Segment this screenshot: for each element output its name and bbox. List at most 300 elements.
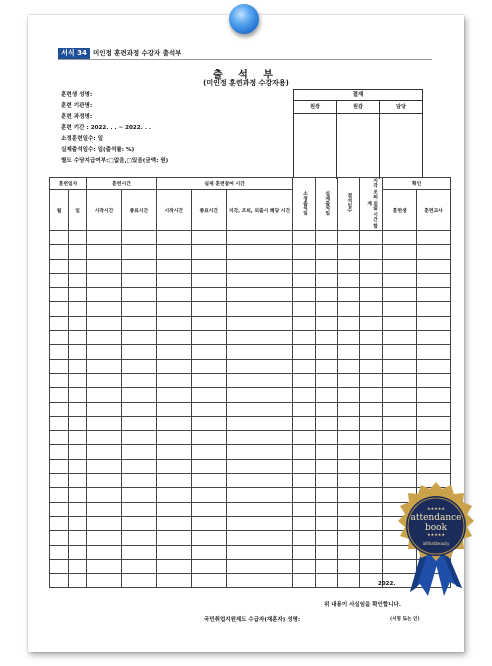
table-cell[interactable] <box>87 302 122 316</box>
table-cell[interactable] <box>293 502 315 516</box>
table-cell[interactable] <box>417 331 451 345</box>
table-cell[interactable] <box>359 516 382 530</box>
table-cell[interactable] <box>69 402 87 416</box>
table-cell[interactable] <box>156 559 191 573</box>
table-cell[interactable] <box>359 488 382 502</box>
table-cell[interactable] <box>69 445 87 459</box>
table-cell[interactable] <box>293 245 315 259</box>
table-cell[interactable] <box>337 445 359 459</box>
table-cell[interactable] <box>417 416 451 430</box>
table-cell[interactable] <box>337 316 359 330</box>
table-cell[interactable] <box>87 316 122 330</box>
table-cell[interactable] <box>359 559 382 573</box>
table-cell[interactable] <box>293 516 315 530</box>
table-cell[interactable] <box>359 502 382 516</box>
table-cell[interactable] <box>87 516 122 530</box>
table-cell[interactable] <box>226 445 293 459</box>
table-cell[interactable] <box>383 316 417 330</box>
table-cell[interactable] <box>156 231 191 245</box>
table-cell[interactable] <box>156 373 191 387</box>
table-cell[interactable] <box>315 402 337 416</box>
table-cell[interactable] <box>69 459 87 473</box>
table-cell[interactable] <box>191 431 226 445</box>
table-cell[interactable] <box>191 273 226 287</box>
table-cell[interactable] <box>293 273 315 287</box>
table-cell[interactable] <box>69 545 87 559</box>
table-cell[interactable] <box>156 545 191 559</box>
table-cell[interactable] <box>156 474 191 488</box>
table-cell[interactable] <box>50 531 69 545</box>
table-cell[interactable] <box>293 416 315 430</box>
table-cell[interactable] <box>50 359 69 373</box>
table-cell[interactable] <box>156 316 191 330</box>
table-cell[interactable] <box>156 359 191 373</box>
table-cell[interactable] <box>69 245 87 259</box>
table-cell[interactable] <box>417 373 451 387</box>
table-cell[interactable] <box>191 488 226 502</box>
table-cell[interactable] <box>417 302 451 316</box>
table-cell[interactable] <box>417 445 451 459</box>
table-cell[interactable] <box>121 373 156 387</box>
table-cell[interactable] <box>417 431 451 445</box>
table-cell[interactable] <box>191 345 226 359</box>
table-cell[interactable] <box>417 359 451 373</box>
table-cell[interactable] <box>69 302 87 316</box>
table-cell[interactable] <box>337 574 359 588</box>
table-cell[interactable] <box>226 273 293 287</box>
table-cell[interactable] <box>50 474 69 488</box>
table-cell[interactable] <box>417 316 451 330</box>
table-cell[interactable] <box>293 545 315 559</box>
table-cell[interactable] <box>315 302 337 316</box>
table-cell[interactable] <box>191 402 226 416</box>
table-cell[interactable] <box>226 416 293 430</box>
table-cell[interactable] <box>226 574 293 588</box>
table-cell[interactable] <box>156 259 191 273</box>
table-cell[interactable] <box>359 459 382 473</box>
table-cell[interactable] <box>191 531 226 545</box>
table-cell[interactable] <box>191 388 226 402</box>
table-cell[interactable] <box>87 459 122 473</box>
table-cell[interactable] <box>359 373 382 387</box>
table-cell[interactable] <box>359 345 382 359</box>
table-cell[interactable] <box>315 431 337 445</box>
table-cell[interactable] <box>191 416 226 430</box>
table-cell[interactable] <box>87 545 122 559</box>
table-cell[interactable] <box>69 231 87 245</box>
table-cell[interactable] <box>417 259 451 273</box>
table-cell[interactable] <box>315 388 337 402</box>
table-cell[interactable] <box>293 559 315 573</box>
table-cell[interactable] <box>293 316 315 330</box>
table-cell[interactable] <box>156 431 191 445</box>
table-cell[interactable] <box>87 388 122 402</box>
table-cell[interactable] <box>337 516 359 530</box>
table-cell[interactable] <box>383 231 417 245</box>
table-cell[interactable] <box>191 245 226 259</box>
table-cell[interactable] <box>191 316 226 330</box>
table-cell[interactable] <box>315 331 337 345</box>
table-cell[interactable] <box>315 273 337 287</box>
table-cell[interactable] <box>69 288 87 302</box>
table-cell[interactable] <box>315 359 337 373</box>
table-cell[interactable] <box>383 459 417 473</box>
table-cell[interactable] <box>359 331 382 345</box>
table-cell[interactable] <box>315 345 337 359</box>
table-cell[interactable] <box>121 545 156 559</box>
table-cell[interactable] <box>293 402 315 416</box>
table-cell[interactable] <box>337 431 359 445</box>
table-cell[interactable] <box>69 502 87 516</box>
table-cell[interactable] <box>226 459 293 473</box>
table-cell[interactable] <box>359 388 382 402</box>
table-cell[interactable] <box>383 288 417 302</box>
table-cell[interactable] <box>69 316 87 330</box>
table-cell[interactable] <box>359 545 382 559</box>
table-cell[interactable] <box>69 273 87 287</box>
table-cell[interactable] <box>156 288 191 302</box>
table-cell[interactable] <box>69 531 87 545</box>
table-cell[interactable] <box>337 373 359 387</box>
table-cell[interactable] <box>293 373 315 387</box>
table-cell[interactable] <box>337 288 359 302</box>
table-cell[interactable] <box>50 373 69 387</box>
table-cell[interactable] <box>383 273 417 287</box>
table-cell[interactable] <box>337 416 359 430</box>
table-cell[interactable] <box>315 531 337 545</box>
table-cell[interactable] <box>191 559 226 573</box>
table-cell[interactable] <box>359 288 382 302</box>
table-cell[interactable] <box>315 288 337 302</box>
table-cell[interactable] <box>87 416 122 430</box>
table-cell[interactable] <box>226 545 293 559</box>
table-cell[interactable] <box>337 559 359 573</box>
table-cell[interactable] <box>87 502 122 516</box>
table-cell[interactable] <box>337 402 359 416</box>
table-cell[interactable] <box>315 502 337 516</box>
table-cell[interactable] <box>87 331 122 345</box>
table-cell[interactable] <box>315 445 337 459</box>
table-cell[interactable] <box>87 488 122 502</box>
table-cell[interactable] <box>293 431 315 445</box>
table-cell[interactable] <box>50 402 69 416</box>
table-cell[interactable] <box>293 474 315 488</box>
table-cell[interactable] <box>87 559 122 573</box>
table-cell[interactable] <box>156 388 191 402</box>
table-cell[interactable] <box>337 502 359 516</box>
table-cell[interactable] <box>226 302 293 316</box>
table-cell[interactable] <box>383 259 417 273</box>
table-cell[interactable] <box>337 488 359 502</box>
approval-sign-cell[interactable] <box>337 114 380 179</box>
table-cell[interactable] <box>315 559 337 573</box>
table-cell[interactable] <box>359 316 382 330</box>
table-cell[interactable] <box>293 445 315 459</box>
table-cell[interactable] <box>417 459 451 473</box>
table-cell[interactable] <box>359 245 382 259</box>
table-cell[interactable] <box>359 445 382 459</box>
table-cell[interactable] <box>359 259 382 273</box>
table-cell[interactable] <box>50 245 69 259</box>
table-cell[interactable] <box>121 388 156 402</box>
table-cell[interactable] <box>359 302 382 316</box>
table-cell[interactable] <box>191 574 226 588</box>
table-cell[interactable] <box>417 345 451 359</box>
table-cell[interactable] <box>417 231 451 245</box>
table-cell[interactable] <box>226 259 293 273</box>
table-cell[interactable] <box>383 416 417 430</box>
table-cell[interactable] <box>50 316 69 330</box>
table-cell[interactable] <box>121 316 156 330</box>
table-cell[interactable] <box>359 416 382 430</box>
table-cell[interactable] <box>383 331 417 345</box>
table-cell[interactable] <box>121 574 156 588</box>
table-cell[interactable] <box>315 516 337 530</box>
table-cell[interactable] <box>315 459 337 473</box>
table-cell[interactable] <box>383 373 417 387</box>
table-cell[interactable] <box>156 502 191 516</box>
table-cell[interactable] <box>69 488 87 502</box>
table-cell[interactable] <box>191 359 226 373</box>
table-cell[interactable] <box>383 302 417 316</box>
table-cell[interactable] <box>337 388 359 402</box>
table-cell[interactable] <box>293 459 315 473</box>
table-cell[interactable] <box>383 431 417 445</box>
table-cell[interactable] <box>417 402 451 416</box>
table-cell[interactable] <box>50 331 69 345</box>
table-cell[interactable] <box>315 245 337 259</box>
table-cell[interactable] <box>191 373 226 387</box>
table-cell[interactable] <box>293 302 315 316</box>
table-cell[interactable] <box>69 345 87 359</box>
table-cell[interactable] <box>50 545 69 559</box>
approval-sign-cell[interactable] <box>294 114 337 179</box>
table-cell[interactable] <box>315 259 337 273</box>
table-cell[interactable] <box>337 331 359 345</box>
table-cell[interactable] <box>226 373 293 387</box>
table-cell[interactable] <box>69 373 87 387</box>
table-cell[interactable] <box>226 531 293 545</box>
table-cell[interactable] <box>293 231 315 245</box>
table-cell[interactable] <box>315 474 337 488</box>
table-cell[interactable] <box>315 373 337 387</box>
table-cell[interactable] <box>87 345 122 359</box>
table-cell[interactable] <box>50 488 69 502</box>
table-cell[interactable] <box>293 531 315 545</box>
table-cell[interactable] <box>121 459 156 473</box>
table-cell[interactable] <box>121 516 156 530</box>
table-cell[interactable] <box>156 574 191 588</box>
table-cell[interactable] <box>87 288 122 302</box>
table-cell[interactable] <box>121 402 156 416</box>
table-cell[interactable] <box>50 459 69 473</box>
table-cell[interactable] <box>315 545 337 559</box>
table-cell[interactable] <box>226 231 293 245</box>
table-cell[interactable] <box>293 288 315 302</box>
table-cell[interactable] <box>87 402 122 416</box>
table-cell[interactable] <box>417 288 451 302</box>
table-cell[interactable] <box>87 359 122 373</box>
table-cell[interactable] <box>87 531 122 545</box>
table-cell[interactable] <box>50 273 69 287</box>
table-cell[interactable] <box>121 445 156 459</box>
table-cell[interactable] <box>121 345 156 359</box>
table-cell[interactable] <box>293 259 315 273</box>
table-cell[interactable] <box>87 431 122 445</box>
table-cell[interactable] <box>226 388 293 402</box>
table-cell[interactable] <box>121 488 156 502</box>
table-cell[interactable] <box>383 359 417 373</box>
table-cell[interactable] <box>156 245 191 259</box>
table-cell[interactable] <box>69 259 87 273</box>
table-cell[interactable] <box>87 373 122 387</box>
table-cell[interactable] <box>315 574 337 588</box>
table-cell[interactable] <box>50 559 69 573</box>
table-cell[interactable] <box>226 559 293 573</box>
table-cell[interactable] <box>337 474 359 488</box>
table-cell[interactable] <box>315 488 337 502</box>
table-cell[interactable] <box>69 359 87 373</box>
table-cell[interactable] <box>337 273 359 287</box>
table-cell[interactable] <box>50 416 69 430</box>
table-cell[interactable] <box>417 245 451 259</box>
table-cell[interactable] <box>156 445 191 459</box>
table-cell[interactable] <box>87 245 122 259</box>
table-cell[interactable] <box>69 431 87 445</box>
table-cell[interactable] <box>293 488 315 502</box>
table-cell[interactable] <box>337 459 359 473</box>
table-cell[interactable] <box>383 445 417 459</box>
table-cell[interactable] <box>226 474 293 488</box>
table-cell[interactable] <box>87 445 122 459</box>
table-cell[interactable] <box>315 231 337 245</box>
table-cell[interactable] <box>121 259 156 273</box>
table-cell[interactable] <box>226 488 293 502</box>
table-cell[interactable] <box>383 388 417 402</box>
table-cell[interactable] <box>50 345 69 359</box>
table-cell[interactable] <box>50 388 69 402</box>
table-cell[interactable] <box>226 402 293 416</box>
table-cell[interactable] <box>156 345 191 359</box>
table-cell[interactable] <box>50 502 69 516</box>
table-cell[interactable] <box>191 474 226 488</box>
table-cell[interactable] <box>226 516 293 530</box>
table-cell[interactable] <box>383 245 417 259</box>
table-cell[interactable] <box>50 288 69 302</box>
table-cell[interactable] <box>191 545 226 559</box>
table-cell[interactable] <box>337 302 359 316</box>
table-cell[interactable] <box>50 574 69 588</box>
table-cell[interactable] <box>226 502 293 516</box>
table-cell[interactable] <box>359 273 382 287</box>
table-cell[interactable] <box>337 359 359 373</box>
table-cell[interactable] <box>50 516 69 530</box>
table-cell[interactable] <box>121 231 156 245</box>
table-cell[interactable] <box>293 388 315 402</box>
table-cell[interactable] <box>226 431 293 445</box>
table-cell[interactable] <box>226 245 293 259</box>
table-cell[interactable] <box>191 502 226 516</box>
table-cell[interactable] <box>121 245 156 259</box>
table-cell[interactable] <box>121 273 156 287</box>
table-cell[interactable] <box>337 545 359 559</box>
table-cell[interactable] <box>121 502 156 516</box>
table-cell[interactable] <box>121 331 156 345</box>
table-cell[interactable] <box>359 402 382 416</box>
table-cell[interactable] <box>156 302 191 316</box>
table-cell[interactable] <box>156 488 191 502</box>
table-cell[interactable] <box>383 402 417 416</box>
table-cell[interactable] <box>156 331 191 345</box>
table-cell[interactable] <box>50 302 69 316</box>
table-cell[interactable] <box>121 474 156 488</box>
table-cell[interactable] <box>156 459 191 473</box>
table-cell[interactable] <box>359 359 382 373</box>
table-cell[interactable] <box>337 531 359 545</box>
table-cell[interactable] <box>226 288 293 302</box>
table-cell[interactable] <box>69 574 87 588</box>
table-cell[interactable] <box>87 259 122 273</box>
table-cell[interactable] <box>121 431 156 445</box>
table-cell[interactable] <box>50 231 69 245</box>
table-cell[interactable] <box>87 474 122 488</box>
table-cell[interactable] <box>337 231 359 245</box>
table-cell[interactable] <box>121 559 156 573</box>
table-cell[interactable] <box>121 531 156 545</box>
table-cell[interactable] <box>359 231 382 245</box>
table-cell[interactable] <box>156 416 191 430</box>
table-cell[interactable] <box>293 345 315 359</box>
table-cell[interactable] <box>417 273 451 287</box>
table-cell[interactable] <box>226 331 293 345</box>
table-cell[interactable] <box>226 345 293 359</box>
table-cell[interactable] <box>156 531 191 545</box>
table-cell[interactable] <box>50 431 69 445</box>
table-cell[interactable] <box>121 302 156 316</box>
table-cell[interactable] <box>191 302 226 316</box>
table-cell[interactable] <box>156 402 191 416</box>
table-cell[interactable] <box>121 359 156 373</box>
table-cell[interactable] <box>69 416 87 430</box>
table-cell[interactable] <box>156 516 191 530</box>
table-cell[interactable] <box>69 331 87 345</box>
table-cell[interactable] <box>293 574 315 588</box>
table-cell[interactable] <box>226 316 293 330</box>
table-cell[interactable] <box>69 559 87 573</box>
table-cell[interactable] <box>87 231 122 245</box>
table-cell[interactable] <box>293 331 315 345</box>
table-cell[interactable] <box>383 345 417 359</box>
table-cell[interactable] <box>87 574 122 588</box>
table-cell[interactable] <box>156 273 191 287</box>
table-cell[interactable] <box>69 388 87 402</box>
table-cell[interactable] <box>417 388 451 402</box>
table-cell[interactable] <box>359 474 382 488</box>
table-cell[interactable] <box>337 245 359 259</box>
table-cell[interactable] <box>69 474 87 488</box>
table-cell[interactable] <box>359 531 382 545</box>
table-cell[interactable] <box>359 431 382 445</box>
table-cell[interactable] <box>315 316 337 330</box>
table-cell[interactable] <box>191 231 226 245</box>
table-cell[interactable] <box>191 445 226 459</box>
table-cell[interactable] <box>191 516 226 530</box>
table-cell[interactable] <box>121 288 156 302</box>
table-cell[interactable] <box>226 359 293 373</box>
table-cell[interactable] <box>191 459 226 473</box>
approval-sign-cell[interactable] <box>380 114 422 179</box>
table-cell[interactable] <box>121 416 156 430</box>
